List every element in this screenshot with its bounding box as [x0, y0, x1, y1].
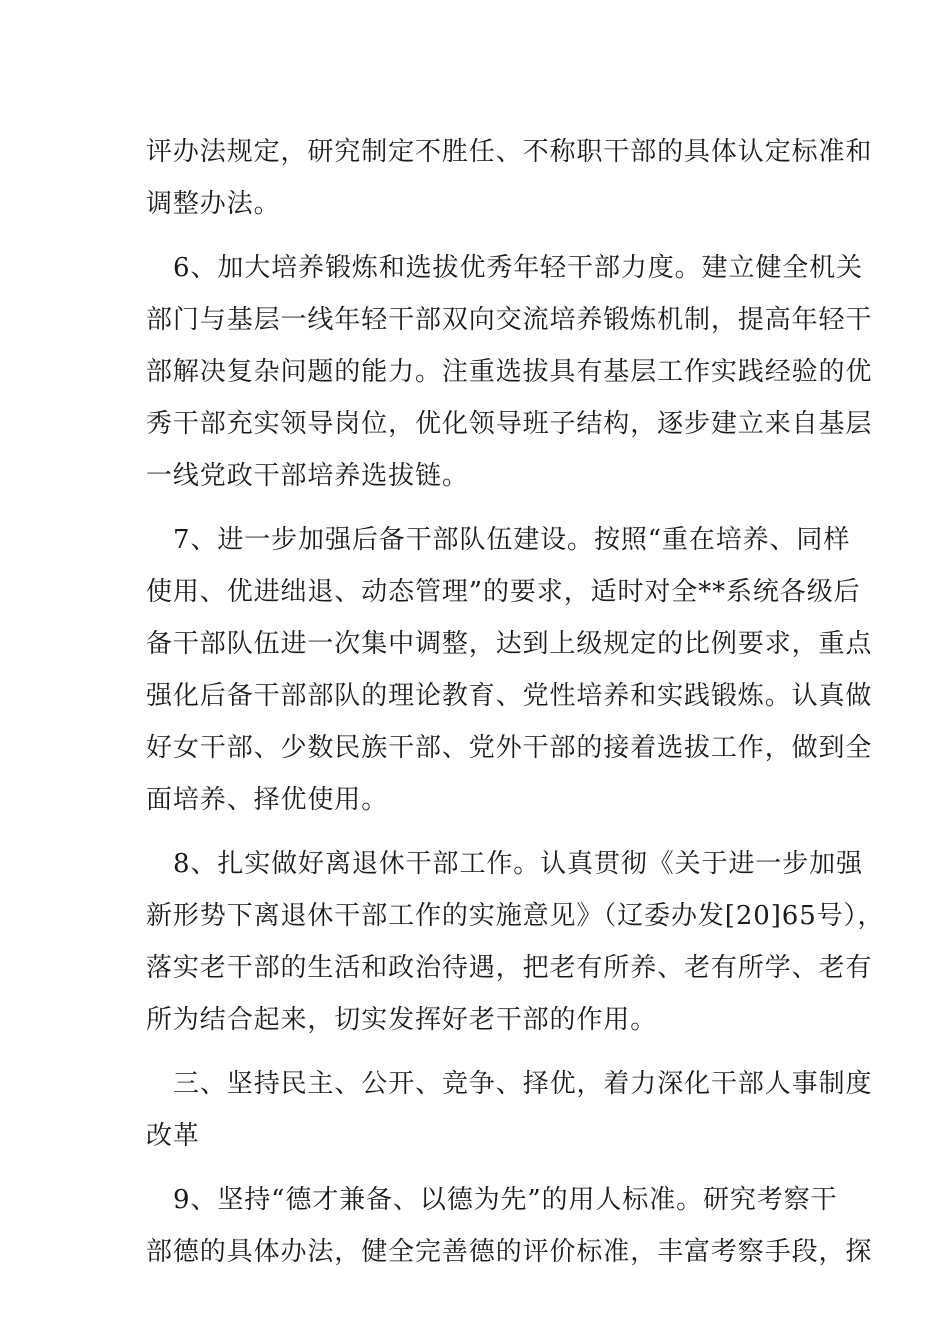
paragraph-8-first-line: 8、扎实做好离退休干部工作。认真贯彻《关于进一步加强 [173, 849, 863, 879]
paragraph-9-first-line: 9、坚持“德才兼备、以德为先”的用人标准。研究考察干 [173, 1185, 838, 1215]
text-line: 评办法规定，研究制定不胜任、不称职干部的具体认定标准和 [146, 137, 873, 167]
text-line: 备干部队伍进一次集中调整，达到上级规定的比例要求，重点 [146, 629, 873, 659]
paragraph-gap [146, 1046, 811, 1058]
paragraph-gap [146, 230, 811, 242]
section-3-heading: 三、坚持民主、公开、竞争、择优，着力深化干部人事制度 [173, 1069, 873, 1099]
text-line: 调整办法。 [146, 189, 281, 219]
text-line: 一线党政干部培养选拔链。 [146, 461, 469, 491]
document-body [146, 126, 885, 1278]
text-line: 所为结合起来，切实发挥好老干部的作用。 [146, 1005, 658, 1035]
text-line: 部解决复杂问题的能力。注重选拔具有基层工作实践经验的优 [146, 357, 873, 387]
text-line: 落实老干部的生活和政治待遇，把老有所养、老有所学、老有 [146, 953, 873, 983]
text-line: 面培养、择优使用。 [146, 785, 389, 815]
paragraph-gap [146, 502, 811, 514]
text-line: 使用、优进绌退、动态管理”的要求，适时对全**系统各级后 [146, 577, 861, 607]
text-line: 好女干部、少数民族干部、党外干部的接着选拔工作，做到全 [146, 733, 873, 763]
text-line: 部德的具体办法，健全完善德的评价标准，丰富考察手段，探 [146, 1237, 873, 1267]
paragraph-gap [146, 826, 811, 838]
text-line: 新形势下离退休干部工作的实施意见》（辽委办发[20]65号）， [146, 901, 885, 931]
paragraph-7-first-line: 7、进一步加强后备干部队伍建设。按照“重在培养、同样 [173, 525, 851, 555]
text-line: 部门与基层一线年轻干部双向交流培养锻炼机制，提高年轻干 [146, 305, 873, 335]
paragraph-6-first-line: 6、加大培养锻炼和选拔优秀年轻干部力度。建立健全机关 [173, 253, 863, 283]
text-line: 强化后备干部部队的理论教育、党性培养和实践锻炼。认真做 [146, 681, 873, 711]
paragraph-gap [146, 1162, 811, 1174]
text-line: 秀干部充实领导岗位，优化领导班子结构，逐步建立来自基层 [146, 409, 873, 439]
section-3-heading-continued: 改革 [146, 1121, 200, 1151]
